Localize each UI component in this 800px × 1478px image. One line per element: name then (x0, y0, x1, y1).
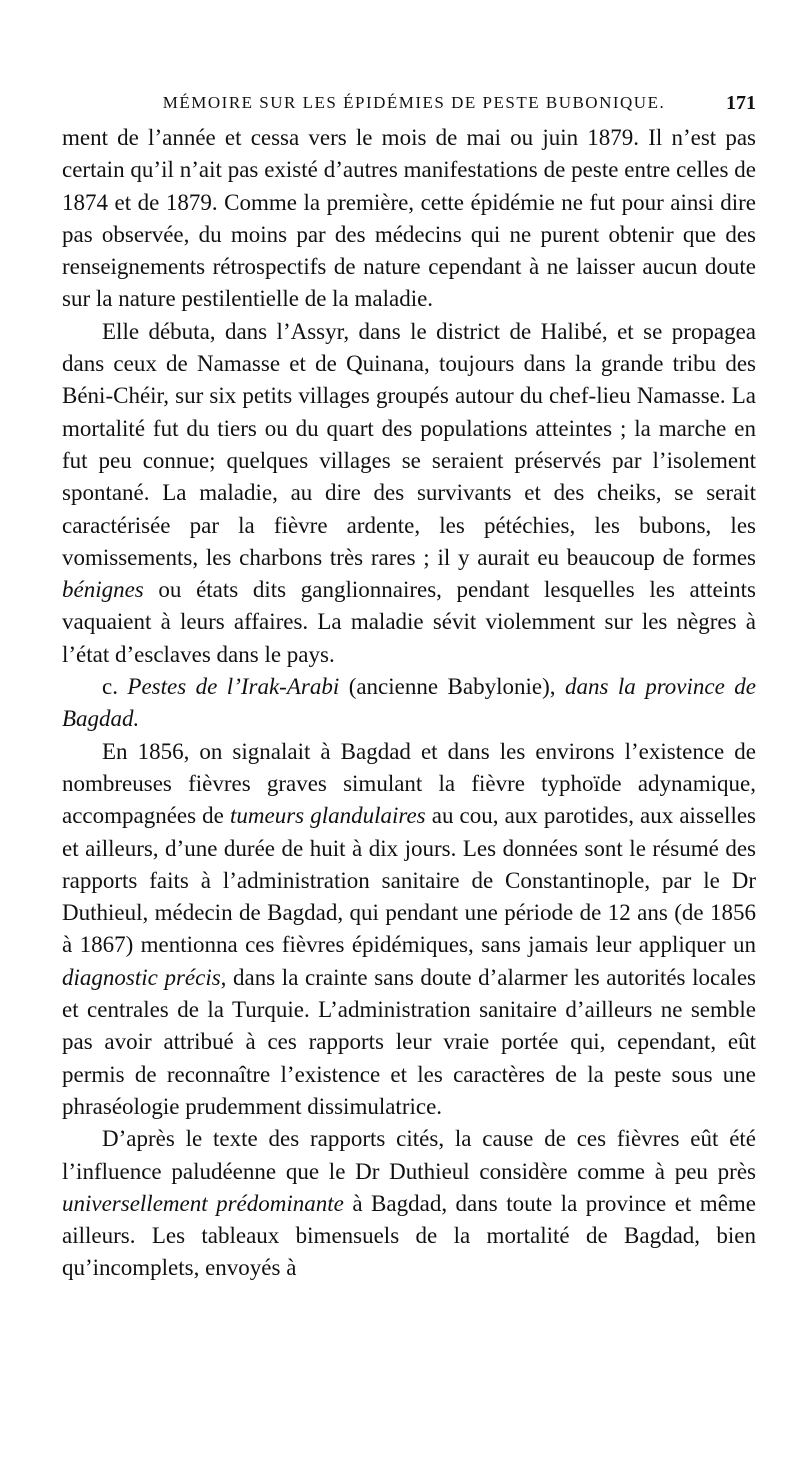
text-segment: , dans la crainte sans doute d’alarmer les autorités locales et centrales de la Turquie. L’administration sanitaire d’ailleurs ne semble pas avoir attribué à ces rapports leur vraie portée qui, cependant, eût permis de reconnaître l’existence et les caractères de la peste sous une phraséologie prudemment dissimulatrice. (62, 964, 756, 1119)
italic-segment: bénignes (62, 577, 144, 603)
section-heading-irak-arabi (62, 671, 756, 736)
text-segment: au cou, aux parotides, aux aisselles et ailleurs, d’une durée de huit à dix jours. Les données sont le résumé des rapports faits à l’administration sanitaire de Constantinople, par le Dr Duthieul, médecin de Bagdad, qui pendant une période de 12 ans (de 1856 à 1867) mentionna ces fièvres épidémiques, sans jamais leur appliquer un (62, 803, 756, 958)
running-title: MÉMOIRE SUR LES ÉPIDÉMIES DE PESTE BUBONIQUE. (162, 93, 666, 112)
text-segment: à Bagdad, dans toute la province et même ailleurs. Les tableaux bimensuels de la mortalité de Bagdad, bien qu’incomplets, envoyés à (62, 1190, 757, 1281)
paragraph-reports-cause (62, 1123, 756, 1284)
body-text (62, 122, 756, 1285)
paragraph-assyr-epidemic (62, 316, 756, 671)
text-segment: D’après le texte des rapports cités, la cause de ces fièvres eût été l’influence paludéenne que le Dr Duthieul considère comme à peu près (62, 1126, 756, 1184)
running-header (62, 86, 756, 120)
text-segment: ment de l’année et cessa vers le mois de mai ou juin 1879. Il n’est pas certain qu’il n’ait pas existé d’autres manifestations de peste entre celles de 1874 et de 1879. Comme la première, cette épidémie ne fut pour ainsi dire pas observée, du moins par des médecins qui ne purent obtenir que des renseignements rétrospectifs de nature cependant à ne laisser aucun doute sur la nature pestilentielle de la maladie. (62, 125, 756, 312)
page-number: 171 (726, 92, 756, 114)
text-segment: c. (102, 674, 128, 700)
book-page (62, 86, 756, 1285)
italic-segment: diagnostic précis (62, 964, 221, 990)
italic-segment: dans la province de Bagdad. (62, 674, 756, 732)
text-segment: (ancienne Babylonie), (339, 674, 565, 700)
text-segment: En 1856, on signalait à Bagdad et dans les environs l’existence de nombreuses fièvres graves simulant la fièvre typhoïde adynamique, accompagnées de (62, 738, 756, 829)
text-segment: Elle débuta, dans l’Assyr, dans le district de Halibé, et se propagea dans ceux de Namasse et de Quinana, toujours dans la grande tribu des Béni-Chéir, sur six petits villages groupés autour du chef-lieu Namasse. La mortalité fut du tiers ou du quart des populations atteintes ; la marche en fut peu connue; quelques villages se seraient préservés par l’isolement spontané. La maladie, au dire des survivants et des cheiks, se serait caractérisée par la fièvre ardente, les pétéchies, les bubons, les vomissements, les charbons très rares ; il y aurait eu beaucoup de formes (62, 318, 756, 570)
italic-segment: Pestes de l’Irak-Arabi (127, 674, 340, 700)
text-segment: ou états dits ganglionnaires, pendant lesquelles les atteints vaquaient à leurs affaires. La maladie sévit violemment sur les nègres à l’état d’esclaves dans le pays. (62, 577, 756, 667)
italic-segment: tumeurs glandulaires (230, 803, 426, 829)
paragraph-bagdad-1856 (62, 736, 756, 1124)
italic-segment: universellement prédominante (62, 1190, 344, 1216)
paragraph-continuation (62, 122, 756, 316)
